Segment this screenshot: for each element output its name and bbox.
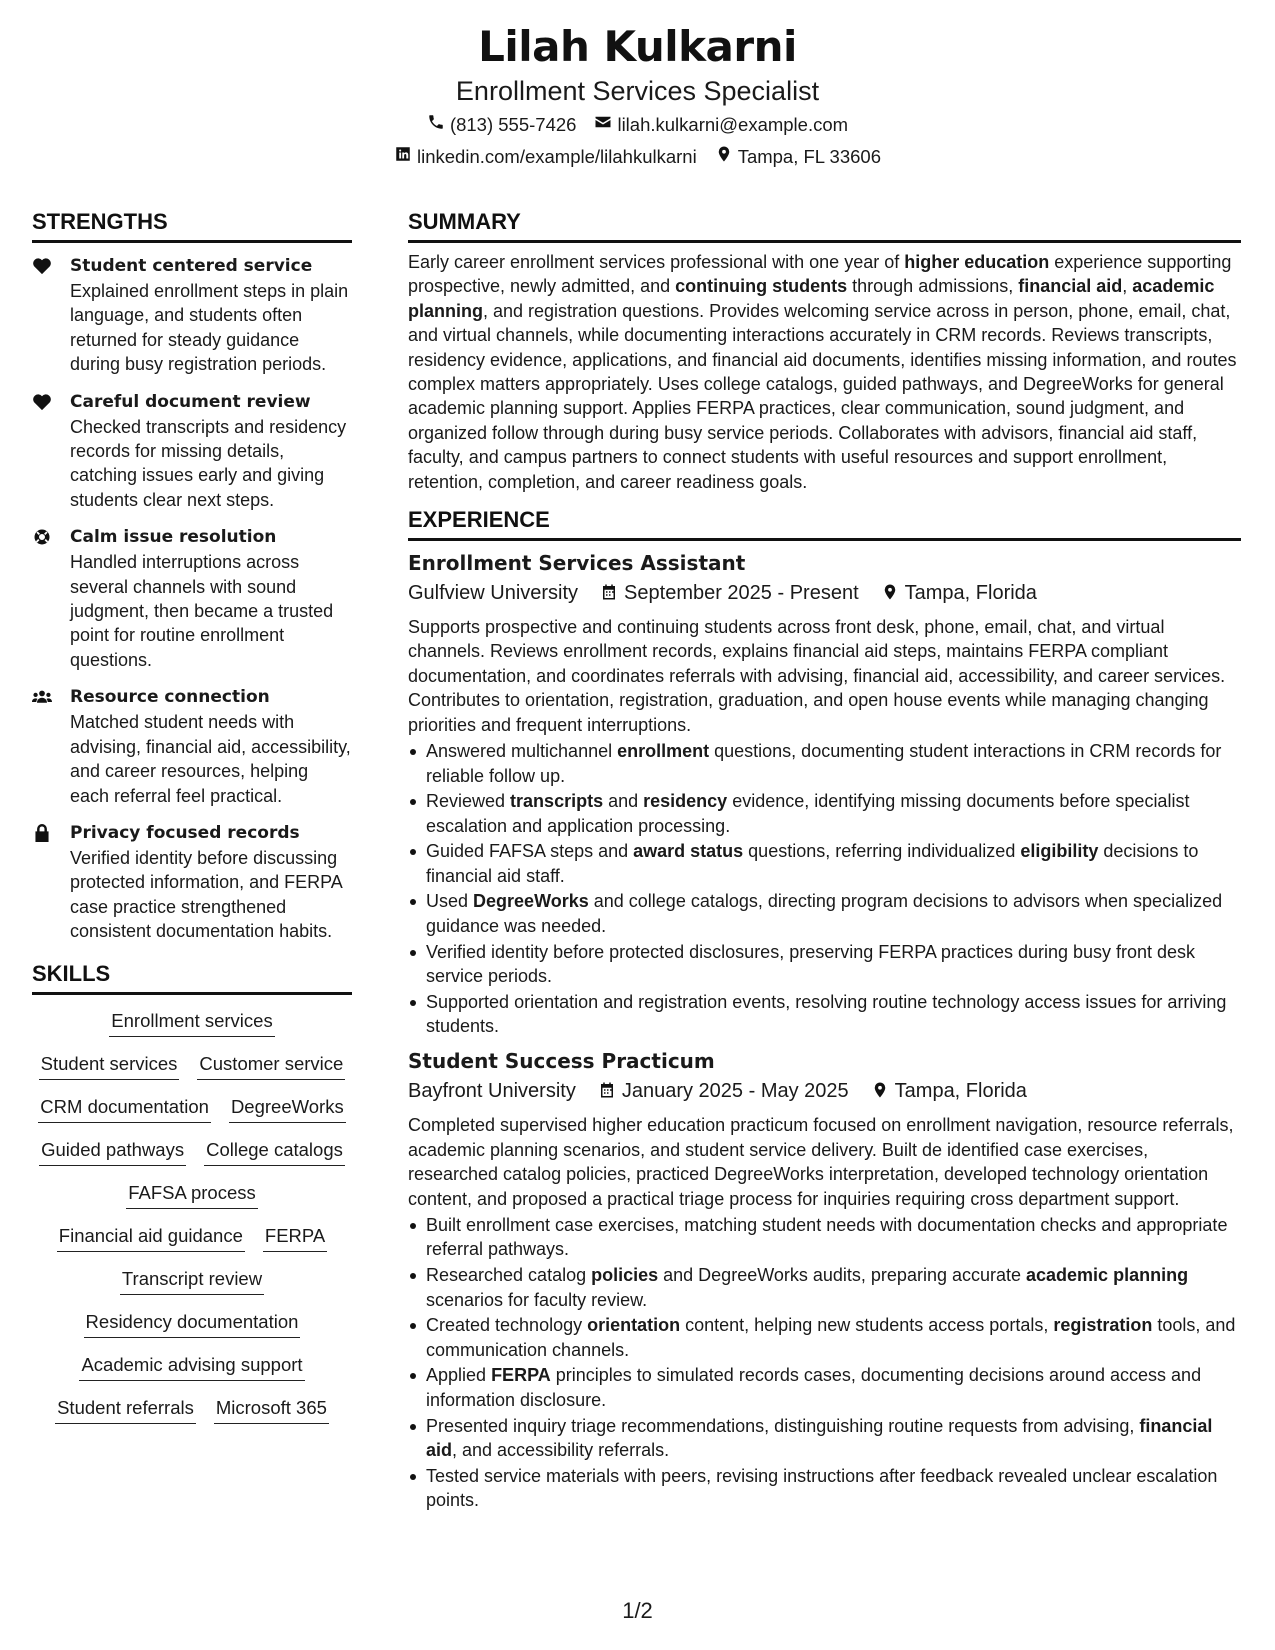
location-contact	[715, 142, 881, 172]
location-text: Tampa, FL 33606	[737, 146, 881, 167]
skill-row	[32, 1395, 352, 1424]
strength-title: Resource connection	[70, 687, 270, 708]
job-meta	[408, 578, 1241, 608]
strength-title: Student centered service	[70, 256, 313, 276]
skill-tag: Student services	[39, 1051, 180, 1080]
strength-item	[32, 254, 352, 377]
skill-tag: Microsoft 365	[214, 1395, 329, 1424]
job-title: Enrollment Services Assistant	[408, 551, 746, 576]
skill-tag: College catalogs	[204, 1137, 345, 1166]
skill-tag: Student referrals	[55, 1395, 196, 1424]
job-entry	[408, 548, 1241, 1038]
skills-heading: SKILLS	[32, 960, 352, 995]
job-location: Tampa, Florida	[894, 1080, 1027, 1103]
skill-row	[32, 1137, 352, 1166]
linkedin-contact[interactable]	[394, 142, 697, 172]
skill-tag: Financial aid guidance	[57, 1223, 245, 1252]
candidate-name: Lilah Kulkarni	[478, 22, 797, 71]
job-bullet: Built enrollment case exercises, matching student needs with documentation checks and appropriate referral pathways.	[408, 1213, 1241, 1262]
strength-item	[32, 525, 352, 672]
envelope-icon	[594, 110, 612, 140]
linkedin-url[interactable]: linkedin.com/example/lilahkulkarni	[417, 146, 697, 167]
skill-row	[32, 1008, 352, 1037]
job-bullet: Presented inquiry triage recommendations, distinguishing routine requests from advising, financial aid, and accessibility referrals.	[408, 1414, 1241, 1463]
skill-row	[32, 1180, 352, 1209]
job-bullet: Guided FAFSA steps and award status questions, referring individualized eligibility decisions to financial aid staff.	[408, 839, 1241, 888]
skill-tag: CRM documentation	[38, 1094, 211, 1123]
map-pin-icon	[715, 142, 733, 172]
job-bullet: Supported orientation and registration events, resolving routine technology access issues for arriving students.	[408, 990, 1241, 1039]
job-bullets	[408, 1213, 1241, 1512]
strength-title: Careful document review	[70, 391, 311, 412]
strength-title: Calm issue resolution	[70, 527, 277, 548]
job-title: Student Success Practicum	[408, 1049, 715, 1074]
job-org: Gulfview University	[408, 582, 579, 605]
linkedin-icon	[394, 142, 412, 172]
skill-row	[32, 1309, 352, 1338]
skill-row	[32, 1223, 352, 1252]
strength-item	[32, 821, 352, 944]
calendar-icon	[600, 578, 618, 608]
summary-heading: SUMMARY	[408, 208, 1241, 243]
strength-text: Checked transcripts and residency records for missing details, catching issues early and giving students clear next steps.	[70, 416, 347, 510]
job-bullet: Created technology orientation content, helping new students access portals, registration tools, and communication channels.	[408, 1313, 1241, 1362]
heart-icon	[32, 254, 56, 377]
map-pin-icon	[871, 1076, 889, 1106]
skill-tag: Academic advising support	[79, 1352, 304, 1381]
skill-tag: DegreeWorks	[229, 1094, 346, 1123]
contact-row-2	[0, 142, 1275, 172]
skill-tag: Residency documentation	[84, 1309, 301, 1338]
contact-row-1	[0, 110, 1275, 140]
strength-item	[32, 390, 352, 513]
job-description: Supports prospective and continuing students across front desk, phone, email, chat, and virtual channels. Reviews enrollment records, explains financial aid steps, maintains FERPA compliant documentation, and coordinates referrals with advising, financial aid, accessibility, and career services. Contributes to orientation, registration, graduation, and open house events while managing changing priorities and frequent interruptions.	[408, 617, 1226, 735]
strength-text: Matched student needs with advising, financial aid, accessibility, and career resources, helping each referral feel practical.	[70, 712, 351, 806]
job-description: Completed supervised higher education practicum focused on enrollment navigation, resource referrals, academic planning scenarios, and student service delivery. Built de identified case exercises, researched catalog policies, practiced DegreeWorks interpretation, developed technology orientation content, and proposed a practical triage process for inquiries requiring cross department support.	[408, 1115, 1234, 1209]
strength-text: Handled interruptions across several channels with sound judgment, then became a trusted point for routine enrollment questions.	[70, 552, 334, 670]
email-contact[interactable]	[594, 110, 848, 140]
phone-number: (813) 555-7426	[449, 114, 577, 135]
job-bullet: Tested service materials with peers, revising instructions after feedback revealed unclear escalation points.	[408, 1464, 1241, 1513]
skill-tag: Transcript review	[120, 1266, 264, 1295]
life-ring-icon	[32, 525, 56, 672]
strength-title: Privacy focused records	[70, 822, 300, 843]
job-meta	[408, 1076, 1241, 1106]
skill-row	[32, 1266, 352, 1295]
left-column	[32, 208, 352, 1438]
job-bullets	[408, 739, 1241, 1038]
job-dates: September 2025 - Present	[624, 582, 859, 605]
job-bullet: Verified identity before protected disclosures, preserving FERPA practices during busy front desk service periods.	[408, 940, 1241, 989]
calendar-icon	[598, 1076, 616, 1106]
email-address[interactable]: lilah.kulkarni@example.com	[617, 114, 849, 135]
candidate-title: Enrollment Services Specialist	[455, 76, 820, 106]
experience-heading: EXPERIENCE	[408, 506, 1241, 541]
job-location: Tampa, Florida	[904, 582, 1037, 605]
skill-tag: Enrollment services	[109, 1008, 274, 1037]
skill-tag: Customer service	[197, 1051, 345, 1080]
job-bullet: Reviewed transcripts and residency evidence, identifying missing documents before specialist escalation and application processing.	[408, 789, 1241, 838]
skills-list	[32, 1008, 352, 1424]
strength-text: Verified identity before discussing protected information, and FERPA case practice strengthened consistent documentation habits.	[70, 847, 342, 942]
skill-tag: FERPA	[263, 1223, 327, 1252]
job-bullet: Used DegreeWorks and college catalogs, directing program decisions to advisors when specialized guidance was needed.	[408, 889, 1241, 938]
users-icon	[32, 685, 56, 808]
job-dates: January 2025 - May 2025	[621, 1080, 849, 1103]
lock-icon	[32, 821, 56, 944]
summary-text: Early career enrollment services professional with one year of higher education experience supporting prospective, newly admitted, and continuing students through admissions, financial aid, academic planning, and registration questions. Provides welcoming service across in person, phone, email, chat, and virtual channels, while documenting interactions accurately in CRM records. Reviews transcripts, residency evidence, applications, and financial aid documents, identifies missing information, and routes complex matters appropriately. Uses college catalogs, guided pathways, and DegreeWorks for general academic planning support. Applies FERPA practices, clear communication, sound judgment, and organized follow through during busy service periods. Collaborates with advisors, financial aid staff, faculty, and campus partners to connect students with useful resources and support enrollment, retention, completion, and career readiness goals.	[408, 252, 1237, 492]
phone-contact	[427, 110, 577, 140]
job-org: Bayfront University	[408, 1080, 576, 1103]
phone-icon	[427, 110, 445, 140]
strength-item	[32, 685, 352, 808]
strengths-list	[32, 254, 352, 944]
skill-row	[32, 1051, 352, 1080]
page-number: 1/2	[622, 1598, 653, 1623]
skill-row	[32, 1352, 352, 1381]
job-bullet: Researched catalog policies and DegreeWorks audits, preparing accurate academic planning scenarios for faculty review.	[408, 1263, 1241, 1312]
right-column	[408, 208, 1241, 1514]
map-pin-icon	[881, 578, 899, 608]
skill-tag: Guided pathways	[39, 1137, 186, 1166]
job-entry	[408, 1046, 1241, 1512]
skill-tag: FAFSA process	[126, 1180, 258, 1209]
skill-row	[32, 1094, 352, 1123]
job-bullet: Applied FERPA principles to simulated records cases, documenting decisions around access and information disclosure.	[408, 1363, 1241, 1412]
job-bullet: Answered multichannel enrollment questions, documenting student interactions in CRM records for reliable follow up.	[408, 739, 1241, 788]
resume-header	[0, 22, 1275, 172]
heart-icon	[32, 390, 56, 513]
strengths-heading: STRENGTHS	[32, 208, 352, 243]
strength-text: Explained enrollment steps in plain language, and students often returned for steady guidance during busy registration periods.	[70, 281, 349, 375]
